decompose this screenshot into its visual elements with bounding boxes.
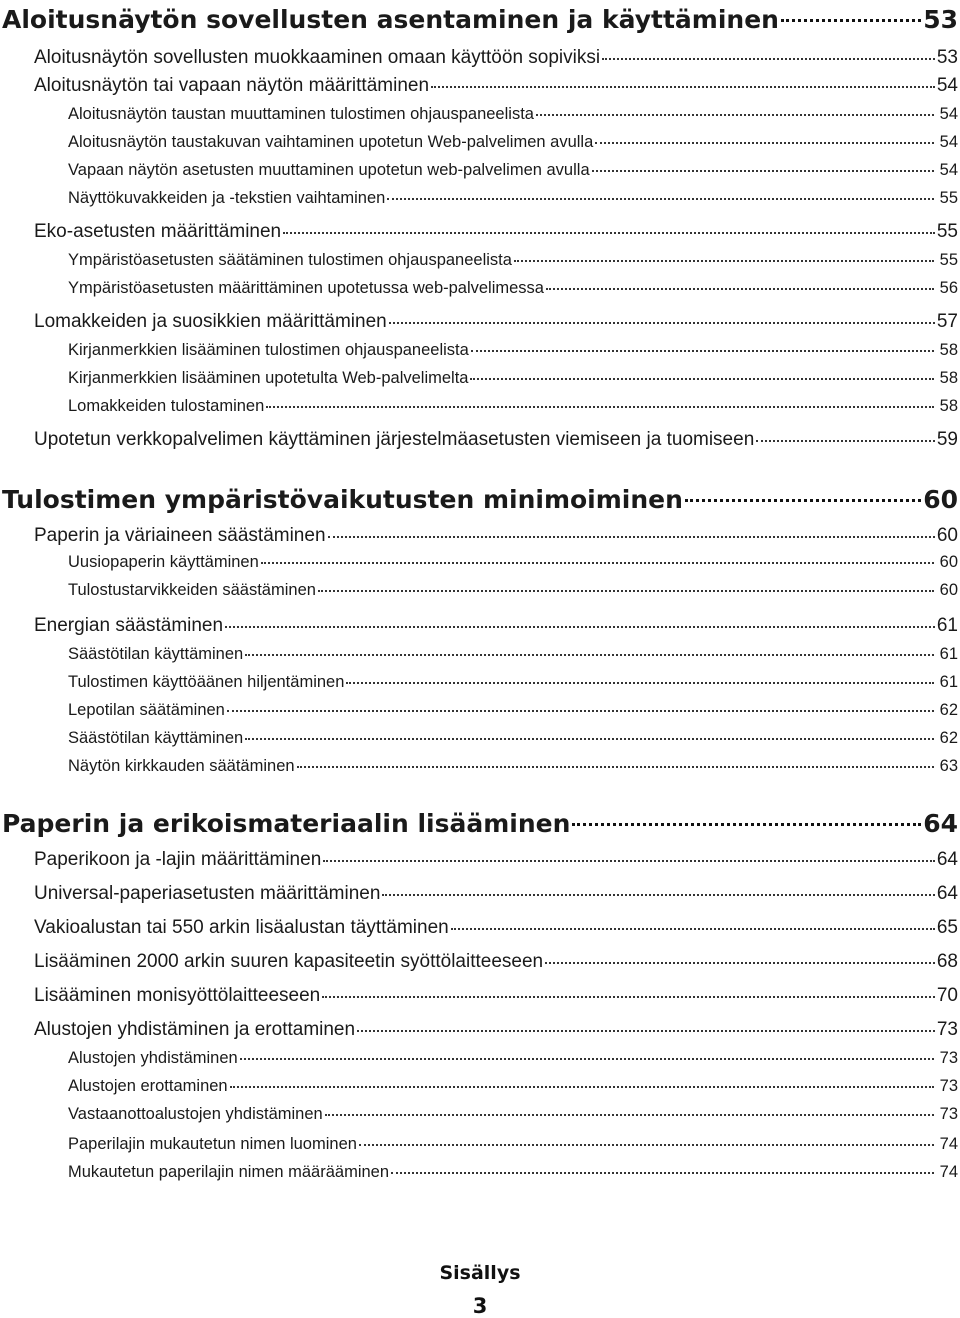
toc-entry-title: Vapaan näytön asetusten muuttaminen upotetun web-palvelimen avulla: [68, 160, 590, 179]
toc-entry-title: Alustojen erottaminen: [68, 1076, 228, 1095]
toc-entry-title: Paperikoon ja -lajin määrittäminen: [34, 849, 322, 871]
toc-entry-title: Näyttökuvakkeiden ja -tekstien vaihtaminen: [68, 188, 386, 207]
toc-entry-title: Eko-asetusten määrittäminen: [34, 221, 282, 243]
dot-leader: [471, 338, 934, 352]
toc-entry-title: Aloitusnäytön sovellusten asentaminen ja käyttäminen: [2, 4, 779, 34]
dot-leader: [602, 44, 935, 60]
toc-entry-level-3[interactable]: [68, 642, 958, 664]
toc-entry-page: 68: [936, 951, 958, 973]
toc-entry-page: 59: [936, 429, 958, 451]
toc-entry-page: 58: [939, 340, 958, 359]
toc-entry-title: Lisääminen monisyöttölaitteeseen: [34, 985, 321, 1007]
toc-entry-level-3[interactable]: [68, 366, 958, 388]
dot-leader: [389, 308, 935, 324]
dot-leader: [595, 130, 933, 144]
toc-entry-title: Mukautetun paperilajin nimen määrääminen: [68, 1162, 390, 1181]
toc-entry-title: Paperin ja erikoismateriaalin lisääminen: [2, 808, 571, 838]
dot-leader: [545, 948, 935, 964]
toc-entry-level-3[interactable]: [68, 186, 958, 208]
toc-entry-level-3[interactable]: [68, 754, 958, 776]
dot-leader: [227, 698, 934, 712]
toc-entry-level-3[interactable]: [68, 394, 958, 416]
toc-entry-level-1[interactable]: [2, 482, 958, 514]
toc-entry-level-2[interactable]: [34, 914, 958, 939]
toc-entry-page: 74: [939, 1134, 958, 1153]
toc-entry-title: Säästötilan käyttäminen: [68, 644, 244, 663]
toc-entry-page: 60: [936, 525, 958, 547]
toc-entry-page: 60: [923, 484, 958, 514]
toc-entry-page: 53: [936, 47, 958, 69]
toc-entry-level-3[interactable]: [68, 670, 958, 692]
dot-leader: [328, 522, 935, 538]
toc-entry-title: Tulostustarvikkeiden säästäminen: [68, 580, 316, 599]
toc-entry-level-3[interactable]: [68, 1046, 958, 1068]
toc-entry-page: 63: [939, 756, 958, 775]
dot-leader: [431, 72, 935, 88]
toc-entry-page: 61: [939, 672, 958, 691]
toc-entry-page: 55: [939, 188, 958, 207]
toc-entry-level-2[interactable]: [34, 72, 958, 97]
dot-leader: [325, 1102, 934, 1116]
dot-leader: [451, 914, 935, 930]
dot-leader: [266, 394, 933, 408]
dot-leader: [536, 102, 934, 116]
toc-entry-page: 60: [939, 552, 958, 571]
dot-leader: [297, 754, 934, 768]
toc-entry-page: 73: [939, 1076, 958, 1095]
dot-leader: [359, 1132, 934, 1146]
dot-leader: [382, 880, 934, 896]
toc-entry-level-2[interactable]: [34, 880, 958, 905]
toc-entry-level-2[interactable]: [34, 44, 958, 69]
dot-leader: [572, 806, 921, 826]
toc-entry-level-2[interactable]: [34, 426, 958, 451]
dot-leader: [357, 1016, 935, 1032]
toc-entry-page: 60: [939, 580, 958, 599]
toc-entry-title: Lomakkeiden tulostaminen: [68, 396, 265, 415]
footer-section-title: Sisällys: [439, 1262, 521, 1284]
dot-leader: [546, 276, 934, 290]
toc-entry-title: Lisääminen 2000 arkin suuren kapasiteetin syöttölaitteeseen: [34, 951, 544, 973]
toc-entry-title: Säästötilan käyttäminen: [68, 728, 244, 747]
toc-entry-level-2[interactable]: [34, 308, 958, 333]
dot-leader: [387, 186, 933, 200]
toc-entry-page: 58: [939, 396, 958, 415]
toc-entry-title: Energian säästäminen: [34, 615, 224, 637]
toc-entry-page: 55: [936, 221, 958, 243]
toc-entry-title: Aloitusnäytön taustakuvan vaihtaminen upotetun Web-palvelimen avulla: [68, 132, 594, 151]
toc-entry-level-3[interactable]: [68, 1132, 958, 1154]
toc-entry-page: 53: [923, 4, 958, 34]
dot-leader: [245, 642, 933, 656]
toc-entry-level-3[interactable]: [68, 698, 958, 720]
toc-entry-page: 65: [936, 917, 958, 939]
toc-entry-level-3[interactable]: [68, 248, 958, 270]
toc-entry-title: Paperilajin mukautetun nimen luominen: [68, 1134, 357, 1153]
toc-entry-level-3[interactable]: [68, 158, 958, 180]
toc-entry-level-3[interactable]: [68, 1102, 958, 1124]
toc-entry-page: 73: [936, 1019, 958, 1041]
toc-entry-page: 64: [936, 849, 958, 871]
dot-leader: [514, 248, 934, 262]
dot-leader: [391, 1160, 934, 1174]
dot-leader: [323, 846, 935, 862]
dot-leader: [230, 1074, 934, 1088]
dot-leader: [225, 612, 935, 628]
toc-entry-title: Ympäristöasetusten säätäminen tulostimen ohjauspaneelista: [68, 250, 512, 269]
toc-entry-level-3[interactable]: [68, 1074, 958, 1096]
toc-entry-level-2[interactable]: [34, 948, 958, 973]
toc-entry-page: 54: [939, 160, 958, 179]
toc-entry-level-2[interactable]: [34, 522, 958, 547]
toc-entry-title: Alustojen yhdistäminen: [68, 1048, 238, 1067]
dot-leader: [261, 550, 934, 564]
toc-entry-title: Vakioalustan tai 550 arkin lisäalustan täyttäminen: [34, 917, 449, 939]
toc-entry-title: Aloitusnäytön sovellusten muokkaaminen omaan käyttöön sopiviksi: [34, 47, 601, 69]
dot-leader: [245, 726, 933, 740]
toc-entry-page: 70: [936, 985, 958, 1007]
toc-entry-level-3[interactable]: [68, 276, 958, 298]
toc-entry-level-2[interactable]: [34, 1016, 958, 1041]
dot-leader: [240, 1046, 934, 1060]
toc-entry-title: Tulostimen ympäristövaikutusten minimoiminen: [2, 484, 683, 514]
toc-entry-title: Näytön kirkkauden säätäminen: [68, 756, 295, 775]
toc-entry-page: 61: [936, 615, 958, 637]
toc-entry-page: 64: [923, 808, 958, 838]
toc-entry-level-3[interactable]: [68, 102, 958, 124]
toc-entry-title: Lepotilan säätäminen: [68, 700, 225, 719]
dot-leader: [781, 2, 921, 22]
toc-entry-level-3[interactable]: [68, 578, 958, 600]
toc-entry-page: 64: [936, 883, 958, 905]
dot-leader: [470, 366, 933, 380]
toc-entry-title: Uusiopaperin käyttäminen: [68, 552, 259, 571]
toc-entry-title: Upotetun verkkopalvelimen käyttäminen järjestelmäasetusten viemiseen ja tuomiseen: [34, 429, 755, 451]
toc-entry-level-3[interactable]: [68, 338, 958, 360]
dot-leader: [685, 482, 921, 502]
toc-entry-page: 74: [939, 1162, 958, 1181]
toc-entry-page: 73: [939, 1104, 958, 1123]
toc-entry-title: Aloitusnäytön taustan muuttaminen tulostimen ohjauspaneelista: [68, 104, 534, 123]
toc-entry-page: 58: [939, 368, 958, 387]
dot-leader: [346, 670, 933, 684]
toc-entry-level-1[interactable]: [2, 2, 958, 34]
toc-entry-title: Aloitusnäytön tai vapaan näytön määrittäminen: [34, 75, 430, 97]
toc-entry-title: Ympäristöasetusten määrittäminen upotetussa web-palvelimessa: [68, 278, 544, 297]
toc-entry-title: Kirjanmerkkien lisääminen tulostimen ohjauspaneelista: [68, 340, 469, 359]
toc-entry-page: 56: [939, 278, 958, 297]
dot-leader: [756, 426, 935, 442]
toc-entry-level-2[interactable]: [34, 846, 958, 871]
dot-leader: [283, 218, 935, 234]
toc-entry-level-2[interactable]: [34, 218, 958, 243]
toc-entry-level-3[interactable]: [68, 1160, 958, 1182]
toc-entry-title: Alustojen yhdistäminen ja erottaminen: [34, 1019, 356, 1041]
toc-entry-level-3[interactable]: [68, 130, 958, 152]
toc-entry-level-1[interactable]: [2, 806, 958, 838]
toc-entry-title: Kirjanmerkkien lisääminen upotetulta Web-palvelimelta: [68, 368, 469, 387]
toc-entry-page: 54: [939, 132, 958, 151]
toc-entry-page: 54: [939, 104, 958, 123]
toc-entry-page: 62: [939, 728, 958, 747]
toc-entry-page: 55: [939, 250, 958, 269]
toc-entry-page: 57: [936, 311, 958, 333]
toc-entry-page: 62: [939, 700, 958, 719]
toc-entry-page: 54: [936, 75, 958, 97]
toc-entry-title: Tulostimen käyttöäänen hiljentäminen: [68, 672, 345, 691]
toc-entry-page: 61: [939, 644, 958, 663]
footer-page-number: 3: [472, 1294, 488, 1318]
toc-entry-level-2[interactable]: [34, 612, 958, 637]
toc-entry-level-2[interactable]: [34, 982, 958, 1007]
toc-entry-title: Universal-paperiasetusten määrittäminen: [34, 883, 381, 905]
dot-leader: [322, 982, 935, 998]
dot-leader: [592, 158, 934, 172]
dot-leader: [318, 578, 934, 592]
toc-entry-level-3[interactable]: [68, 726, 958, 748]
toc-entry-level-3[interactable]: [68, 550, 958, 572]
toc-entry-title: Paperin ja väriaineen säästäminen: [34, 525, 326, 547]
toc-entry-title: Lomakkeiden ja suosikkien määrittäminen: [34, 311, 387, 333]
toc-entry-page: 73: [939, 1048, 958, 1067]
toc-entry-title: Vastaanottoalustojen yhdistäminen: [68, 1104, 323, 1123]
